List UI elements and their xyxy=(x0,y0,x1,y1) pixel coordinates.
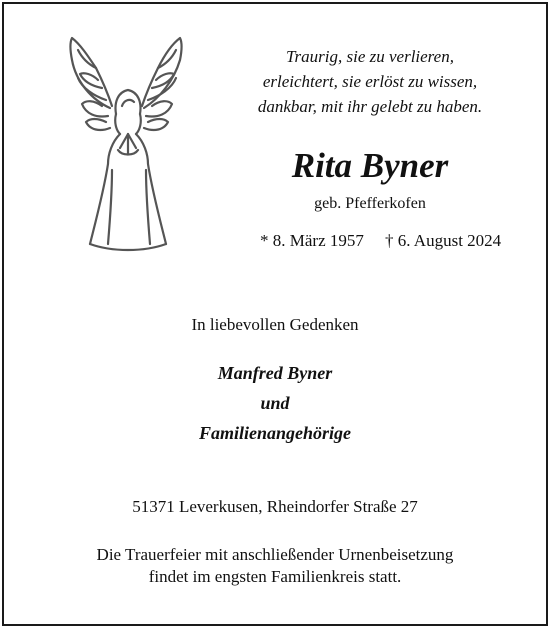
mourner-connector: und xyxy=(260,393,290,413)
birth-date: * 8. März 1957 xyxy=(260,231,364,250)
funeral-notice xyxy=(0,544,550,588)
death-date: † 6. August 2024 xyxy=(385,231,502,250)
family-address: 51371 Leverkusen, Rheindorfer Straße 27 xyxy=(132,497,418,516)
mourner-family: Familienangehörige xyxy=(198,423,351,443)
mourners-block xyxy=(0,358,550,448)
verse-line: erleichtert, sie erlöst zu wissen, xyxy=(262,72,478,91)
maiden-name: geb. Pfefferkofen xyxy=(314,195,426,212)
verse-line: dankbar, mit ihr gelebt zu haben. xyxy=(257,97,483,116)
angel-icon xyxy=(62,30,192,258)
memorial-verse xyxy=(240,44,500,119)
mourner-name: Manfred Byner xyxy=(217,363,333,383)
notice-line: findet im engsten Familienkreis statt. xyxy=(148,567,402,586)
notice-line: Die Trauerfeier mit anschließender Urnenbeisetzung xyxy=(96,545,454,564)
deceased-name: Rita Byner xyxy=(291,146,449,185)
verse-line: Traurig, sie zu verlieren, xyxy=(286,47,454,66)
memory-line: In liebevollen Gedenken xyxy=(191,315,359,334)
